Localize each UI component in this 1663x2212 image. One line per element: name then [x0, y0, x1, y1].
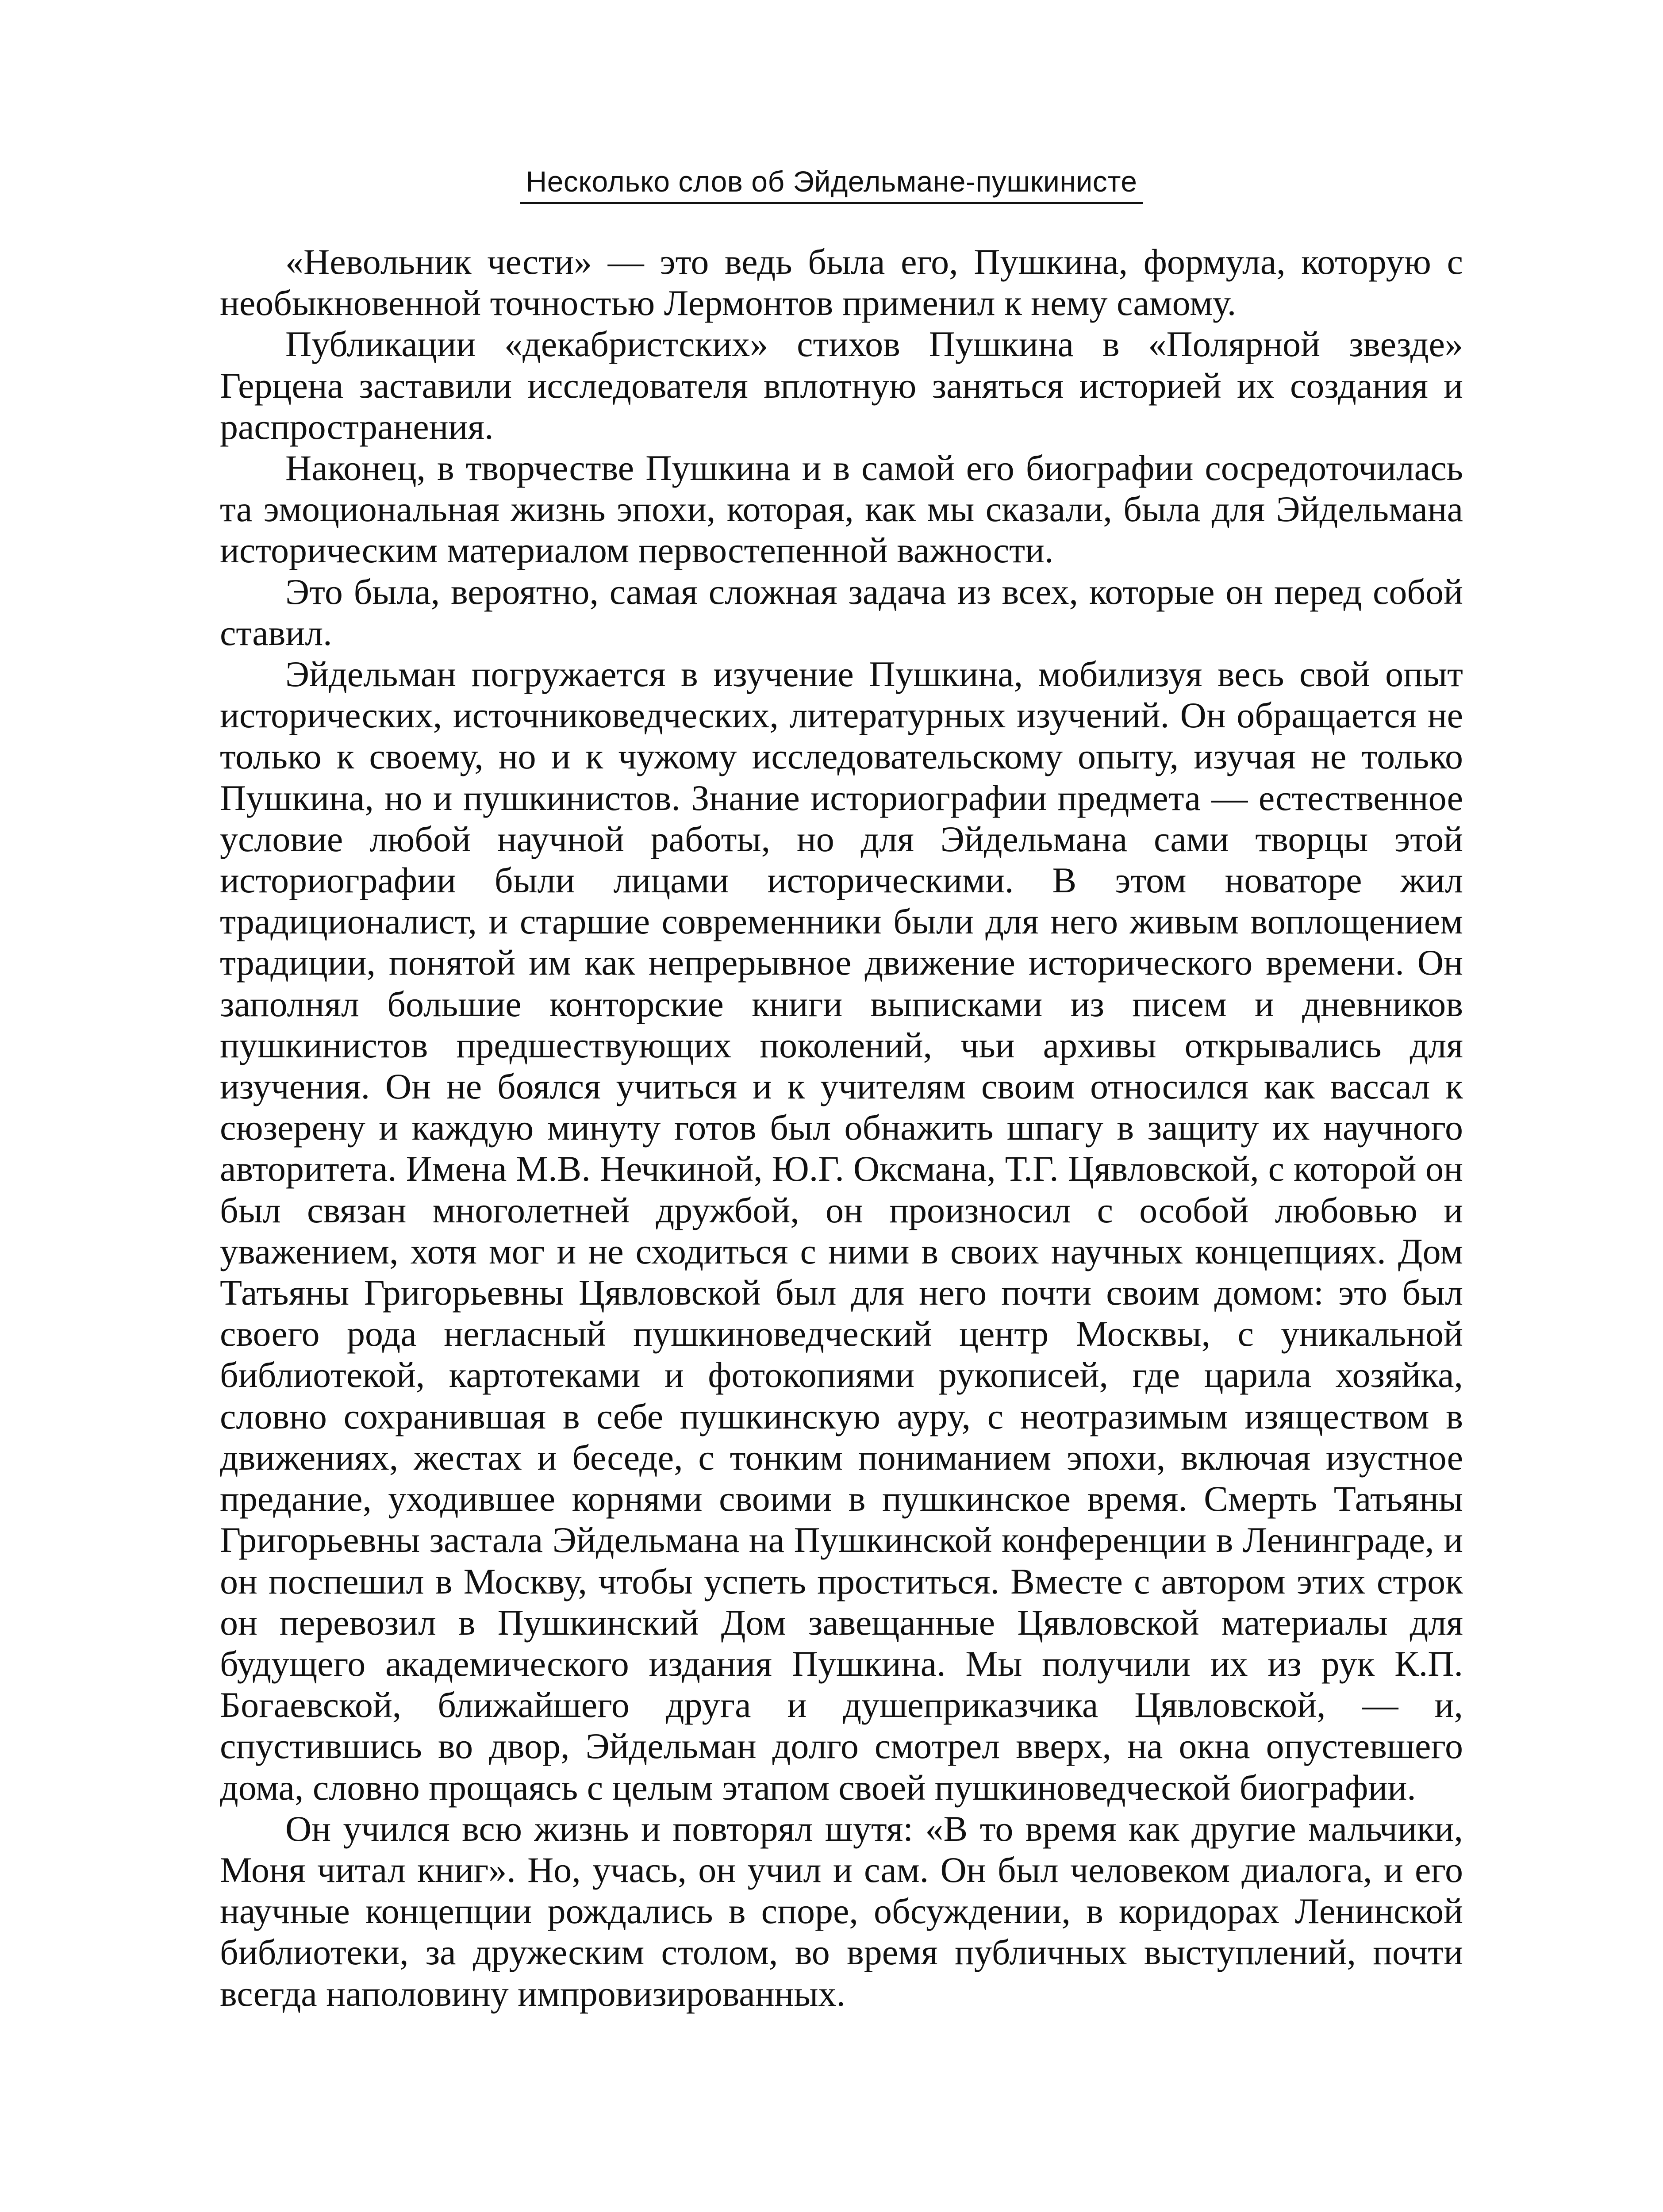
paragraph-5: Эйдельман погружается в изучение Пушкина, мобилизуя весь свой опыт исторических, источниковедческих, литературных изучений. Он обращается не только к своему, но и к чужому исследовательскому опыту, изучая не только Пушкина, но и пушкинистов. Знание историографии предмета — естественное условие любой научной работы, но для Эйдельмана сами творцы этой историографии были лицами историческими. В этом новаторе жил традиционалист, и старшие современники были для него живым воплощением традиции, понятой им как непрерывное движение исторического времени. Он заполнял большие конторские книги выписками из писем и дневников пушкинистов предшествующих поколений, чьи архивы открывались для изучения. Он не боялся учиться и к учителям своим относился как вассал к сюзерену и каждую минуту готов был обнажить шпагу в защиту их научного авторитета. Имена М.В. Нечкиной, Ю.Г. Оксмана, Т.Г. Цявловской, с которой он был связан многолетней дружбой, он произносил с особой любовью и уважением, хотя мог и не сходиться с ними в своих научных концепциях. Дом Татьяны Григорьевны Цявловской был для него почти своим домом: это был своего рода негласный пушкиноведческий центр Москвы, с уникальной библиотекой, картотеками и фотокопиями рукописей, где царила хозяйка, словно сохранившая в себе пушкинскую ауру, с неотразимым изяществом в движениях, жестах и беседе, с тонким пониманием эпохи, включая изустное предание, уходившее корнями своими в пушкинское время. Смерть Татьяны Григорьевны застала Эйдельмана на Пушкинской конференции в Ленинграде, и он поспешил в Москву, чтобы успеть проститься. Вместе с автором этих строк он перевозил в Пушкинский Дом завещанные Цявловской материалы для будущего академического издания Пушкина. Мы получили их из рук К.П. Богаевской, ближайшего друга и душеприказчика Цявловской, — и, спустившись во двор, Эйдельман долго смотрел вверх, на окна опустевшего дома, словно прощаясь с целым этапом своей пушкиноведческой биографии. — [220, 654, 1463, 1808]
paragraph-2: Публикации «декабристских» стихов Пушкина в «Полярной звезде» Герцена заставили исследователя вплотную заняться историей их создания и распространения. — [220, 324, 1463, 447]
running-header: Несколько слов об Эйдельмане-пушкинисте — [520, 164, 1144, 204]
paragraph-1: «Невольник чести» — это ведь была его, Пушкина, формула, которую с необыкновенной точностью Лермонтов применил к нему самому. — [220, 242, 1463, 323]
running-header-container — [0, 164, 1663, 204]
body-text — [220, 241, 1463, 2014]
paragraph-4: Это была, вероятно, самая сложная задача из всех, которые он перед собой ставил. — [220, 571, 1463, 653]
paragraph-3: Наконец, в творчестве Пушкина и в самой его биографии сосредоточилась та эмоциональная жизнь эпохи, которая, как мы сказали, была для Эйдельмана историческим материалом первостепенной важности. — [220, 448, 1463, 571]
paragraph-6: Он учился всю жизнь и повторял шутя: «В то время как другие мальчики, Моня читал книг». Но, учась, он учил и сам. Он был человеком диалога, и его научные концепции рождались в споре, обсуждении, в коридорах Ленинской библиотеки, за дружеским столом, во время публичных выступлений, почти всегда наполовину импровизированных. — [220, 1808, 1463, 2014]
